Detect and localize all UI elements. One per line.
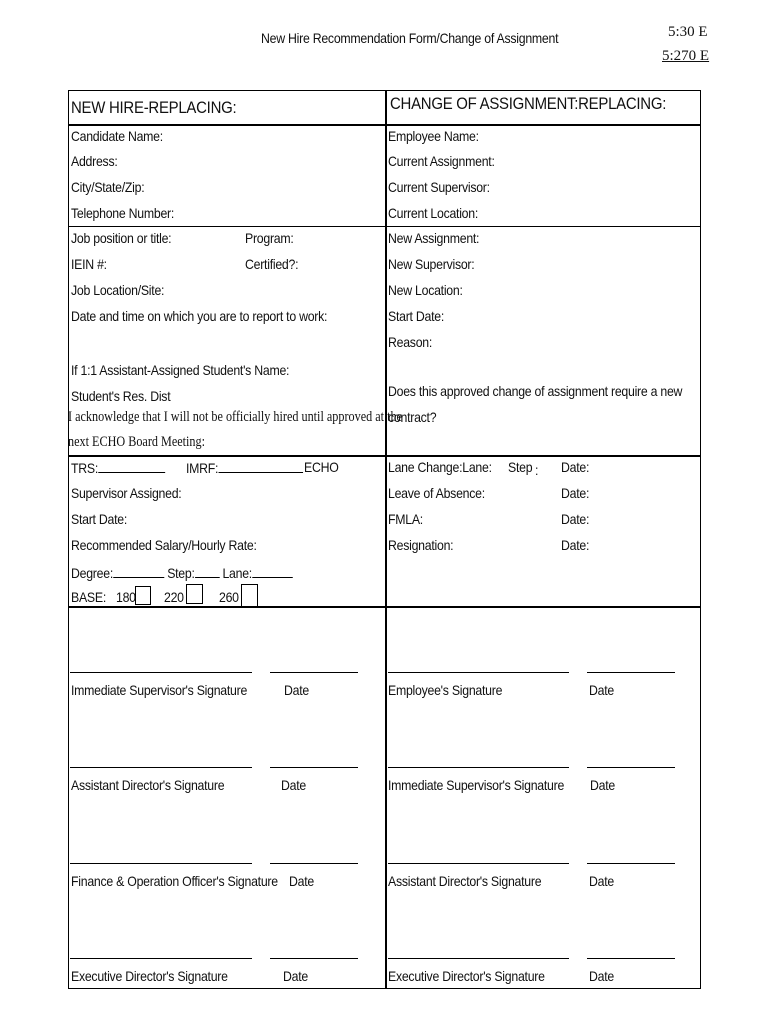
lane-change-date-label: Date: bbox=[561, 459, 590, 475]
resignation-date-label: Date: bbox=[561, 537, 590, 553]
date-label: Date bbox=[281, 777, 306, 793]
address-label: Address: bbox=[71, 153, 118, 169]
signature-line[interactable] bbox=[388, 767, 569, 768]
date-line[interactable] bbox=[270, 863, 358, 864]
signature-line[interactable] bbox=[388, 672, 569, 673]
iein-label: IEIN #: bbox=[71, 256, 107, 272]
new-assignment-label: New Assignment: bbox=[388, 230, 480, 246]
student-res-dist-label: Student's Res. Dist bbox=[71, 388, 171, 404]
date-line[interactable] bbox=[270, 767, 358, 768]
signature-label-left-1: Immediate Supervisor's Signature bbox=[71, 682, 248, 698]
section-divider-1 bbox=[68, 226, 701, 227]
policy-code-2: 5:270 E bbox=[662, 48, 710, 64]
step-label-right: Step bbox=[508, 459, 533, 475]
current-location-label: Current Location: bbox=[388, 205, 479, 221]
resignation-label: Resignation: bbox=[388, 537, 454, 553]
signature-line[interactable] bbox=[388, 958, 569, 959]
column-divider bbox=[385, 90, 387, 989]
new-supervisor-label: New Supervisor: bbox=[388, 256, 475, 272]
report-datetime-label: Date and time on which you are to report to work: bbox=[71, 308, 328, 324]
signature-line[interactable] bbox=[70, 863, 252, 864]
step-colon: : bbox=[535, 462, 539, 478]
date-line[interactable] bbox=[270, 958, 358, 959]
lane-change-label: Lane Change:Lane: bbox=[388, 459, 492, 475]
base-label: BASE: bbox=[71, 589, 106, 605]
current-supervisor-label: Current Supervisor: bbox=[388, 179, 490, 195]
trs-text: TRS: bbox=[71, 460, 99, 476]
date-label: Date bbox=[284, 682, 309, 698]
header-row-divider bbox=[68, 124, 701, 126]
change-of-assignment-heading: CHANGE OF ASSIGNMENT:REPLACING: bbox=[390, 94, 667, 113]
degree-step-lane-row bbox=[71, 564, 292, 581]
signature-label-right-1: Employee's Signature bbox=[388, 682, 503, 698]
base-220-label: 220 bbox=[164, 589, 184, 605]
start-date-label-right: Start Date: bbox=[388, 308, 444, 324]
job-position-label: Job position or title: bbox=[71, 230, 172, 246]
date-line[interactable] bbox=[270, 672, 358, 673]
contract-question-2: contract? bbox=[388, 409, 437, 425]
date-line[interactable] bbox=[587, 672, 675, 673]
new-location-label: New Location: bbox=[388, 282, 463, 298]
date-label: Date bbox=[589, 968, 614, 984]
reason-label: Reason: bbox=[388, 334, 433, 350]
program-label: Program: bbox=[245, 230, 294, 246]
leave-date-label: Date: bbox=[561, 485, 590, 501]
imrf-text: IMRF: bbox=[186, 460, 219, 476]
trs-blank[interactable] bbox=[98, 459, 165, 473]
degree-text: Degree: bbox=[71, 565, 113, 581]
date-label: Date bbox=[589, 873, 614, 889]
signature-label-left-2: Assistant Director's Signature bbox=[71, 777, 225, 793]
job-location-label: Job Location/Site: bbox=[71, 282, 165, 298]
degree-blank[interactable] bbox=[113, 564, 164, 578]
fmla-date-label: Date: bbox=[561, 511, 590, 527]
current-assignment-label: Current Assignment: bbox=[388, 153, 495, 169]
date-label: Date bbox=[283, 968, 308, 984]
date-label: Date bbox=[289, 873, 314, 889]
date-label: Date bbox=[590, 777, 615, 793]
signature-line[interactable] bbox=[70, 767, 252, 768]
date-line[interactable] bbox=[587, 958, 675, 959]
supervisor-assigned-label: Supervisor Assigned: bbox=[71, 485, 182, 501]
section-divider-3 bbox=[68, 606, 701, 608]
signature-line[interactable] bbox=[388, 863, 569, 864]
date-line[interactable] bbox=[587, 863, 675, 864]
lane-text: Lane: bbox=[222, 565, 252, 581]
leave-of-absence-label: Leave of Absence: bbox=[388, 485, 485, 501]
start-date-label: Start Date: bbox=[71, 511, 127, 527]
policy-code-1: 5:30 E bbox=[668, 24, 708, 40]
signature-label-right-3: Assistant Director's Signature bbox=[388, 873, 542, 889]
base-220-checkbox[interactable] bbox=[186, 584, 203, 604]
step-blank[interactable] bbox=[195, 564, 220, 578]
form-title: New Hire Recommendation Form/Change of Assignment bbox=[261, 30, 559, 46]
base-180-checkbox[interactable] bbox=[135, 586, 151, 605]
certified-label: Certified?: bbox=[245, 256, 299, 272]
city-state-zip-label: City/State/Zip: bbox=[71, 179, 145, 195]
base-260-label: 260 bbox=[219, 589, 239, 605]
echo-label: ECHO bbox=[304, 459, 339, 475]
date-line[interactable] bbox=[587, 767, 675, 768]
imrf-label bbox=[186, 459, 303, 476]
candidate-name-label: Candidate Name: bbox=[71, 128, 163, 144]
new-hire-heading: NEW HIRE-REPLACING: bbox=[71, 98, 237, 117]
telephone-label: Telephone Number: bbox=[71, 205, 175, 221]
recommended-salary-label: Recommended Salary/Hourly Rate: bbox=[71, 537, 257, 553]
employee-name-label: Employee Name: bbox=[388, 128, 479, 144]
signature-label-right-4: Executive Director's Signature bbox=[388, 968, 545, 984]
signature-label-right-2: Immediate Supervisor's Signature bbox=[388, 777, 565, 793]
lane-blank[interactable] bbox=[252, 564, 292, 578]
signature-line[interactable] bbox=[70, 958, 252, 959]
base-180-label: 180 bbox=[116, 589, 136, 605]
base-260-checkbox[interactable] bbox=[241, 584, 258, 608]
signature-line[interactable] bbox=[70, 672, 252, 673]
acknowledge-text-2: next ECHO Board Meeting: bbox=[68, 434, 206, 450]
date-label: Date bbox=[589, 682, 614, 698]
imrf-blank[interactable] bbox=[218, 459, 302, 473]
contract-question-1: Does this approved change of assignment require a new bbox=[388, 383, 683, 399]
fmla-label: FMLA: bbox=[388, 511, 423, 527]
trs-label bbox=[71, 459, 165, 476]
signature-label-left-4: Executive Director's Signature bbox=[71, 968, 228, 984]
step-text: Step: bbox=[167, 565, 195, 581]
signature-label-left-3: Finance & Operation Officer's Signature bbox=[71, 873, 278, 889]
section-divider-2 bbox=[68, 455, 701, 457]
student-name-label: If 1:1 Assistant-Assigned Student's Name: bbox=[71, 362, 290, 378]
acknowledge-text-1: I acknowledge that I will not be officially hired until approved at the bbox=[68, 409, 402, 425]
